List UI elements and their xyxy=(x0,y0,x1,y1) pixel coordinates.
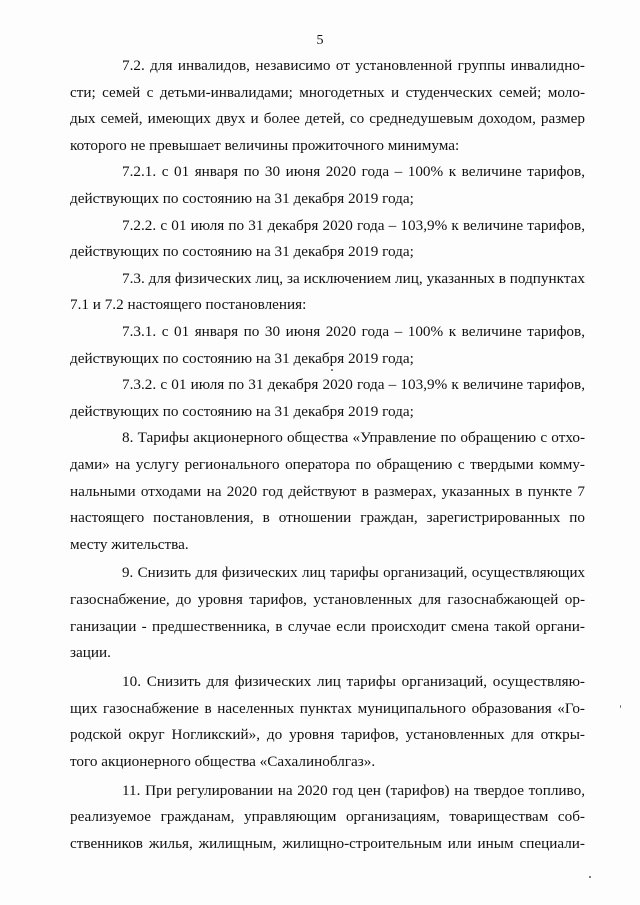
text-line: ганизации - предшественника, в случае если происходит смена такой органи- xyxy=(70,617,585,635)
paragraph-7-3-1 xyxy=(70,319,585,372)
paragraph-7-3-2 xyxy=(70,372,585,425)
paragraph-7-3 xyxy=(70,266,585,319)
paragraph-7-2-2 xyxy=(70,213,585,266)
text-line: того акционерного общества «Сахалиноблгаз». xyxy=(70,752,376,770)
paragraph-9 xyxy=(70,560,585,666)
scan-speck xyxy=(331,369,333,371)
paragraph-10 xyxy=(70,669,585,775)
text-line: щих газоснабжение в населенных пунктах муниципального образования «Го- xyxy=(70,699,585,717)
text-line: 7.1 и 7.2 настоящего постановления: xyxy=(70,296,307,314)
scan-speck xyxy=(589,876,591,878)
text-line: дами» на услугу регионального оператора по обращению с твердыми комму- xyxy=(70,455,585,473)
paragraph-8 xyxy=(70,425,585,558)
text-line: 10. Снизить для физических лиц тарифы организаций, осуществляю- xyxy=(122,673,585,691)
text-line: настоящего постановления, в отношении граждан, зарегистрированных по xyxy=(70,509,585,527)
paragraph-11 xyxy=(70,778,585,858)
text-line: сти; семей с детьми-инвалидами; многодетных и студенческих семей; моло- xyxy=(70,83,585,101)
text-line: месту жительства. xyxy=(70,535,189,553)
text-line: зации. xyxy=(70,644,111,662)
text-line: 7.2.1. с 01 января по 30 июня 2020 года – 100% к величине тарифов, xyxy=(122,163,585,181)
text-line: ственников жилья, жилищным, жилищно-строительным или иным специали- xyxy=(70,834,585,852)
text-line: нальными отходами на 2020 год действуют в размерах, указанных в пункте 7 xyxy=(70,482,585,500)
page-number: 5 xyxy=(316,33,324,48)
text-line: 8. Тарифы акционерного общества «Управление по обращению с отхо- xyxy=(122,429,585,447)
text-line: 7.3. для физических лиц, за исключением лиц, указанных в подпунктах xyxy=(122,269,585,287)
text-line: реализуемое гражданам, управляющим организациям, товариществам соб- xyxy=(70,808,585,826)
paragraph-7-2-1 xyxy=(70,159,585,212)
text-line: действующих по состоянию на 31 декабря 2019 года; xyxy=(70,243,414,261)
document-body xyxy=(70,53,585,857)
text-line: родской округ Ногликский», до уровня тарифов, установленных для откры- xyxy=(70,726,585,744)
text-line: действующих по состоянию на 31 декабря 2019 года; xyxy=(70,349,414,367)
text-line: газоснабжение, до уровня тарифов, установленных для газоснабжающей ор- xyxy=(70,591,585,609)
scan-speck xyxy=(620,705,621,708)
text-line: 11. При регулировании на 2020 год цен (тарифов) на твердое топливо, xyxy=(122,781,585,799)
text-line: 7.3.1. с 01 января по 30 июня 2020 года – 100% к величине тарифов, xyxy=(122,322,585,340)
text-line: 9. Снизить для физических лиц тарифы организаций, осуществляющих xyxy=(122,565,585,582)
text-line: 7.2.2. с 01 июля по 31 декабря 2020 года – 103,9% к величине тарифов, xyxy=(122,216,585,234)
paragraph-7-2 xyxy=(70,53,585,159)
text-line: действующих по состоянию на 31 декабря 2019 года; xyxy=(70,402,414,420)
text-line: 7.3.2. с 01 июля по 31 декабря 2020 года – 103,9% к величине тарифов, xyxy=(122,376,585,394)
text-line: действующих по состоянию на 31 декабря 2019 года; xyxy=(70,189,414,207)
text-line: 7.2. для инвалидов, независимо от установленной группы инвалидно- xyxy=(122,57,585,74)
text-line: которого не превышает величины прожиточного минимума: xyxy=(70,136,460,154)
text-line: дых семей, имеющих двух и более детей, со среднедушевым доходом, размер xyxy=(70,110,585,128)
